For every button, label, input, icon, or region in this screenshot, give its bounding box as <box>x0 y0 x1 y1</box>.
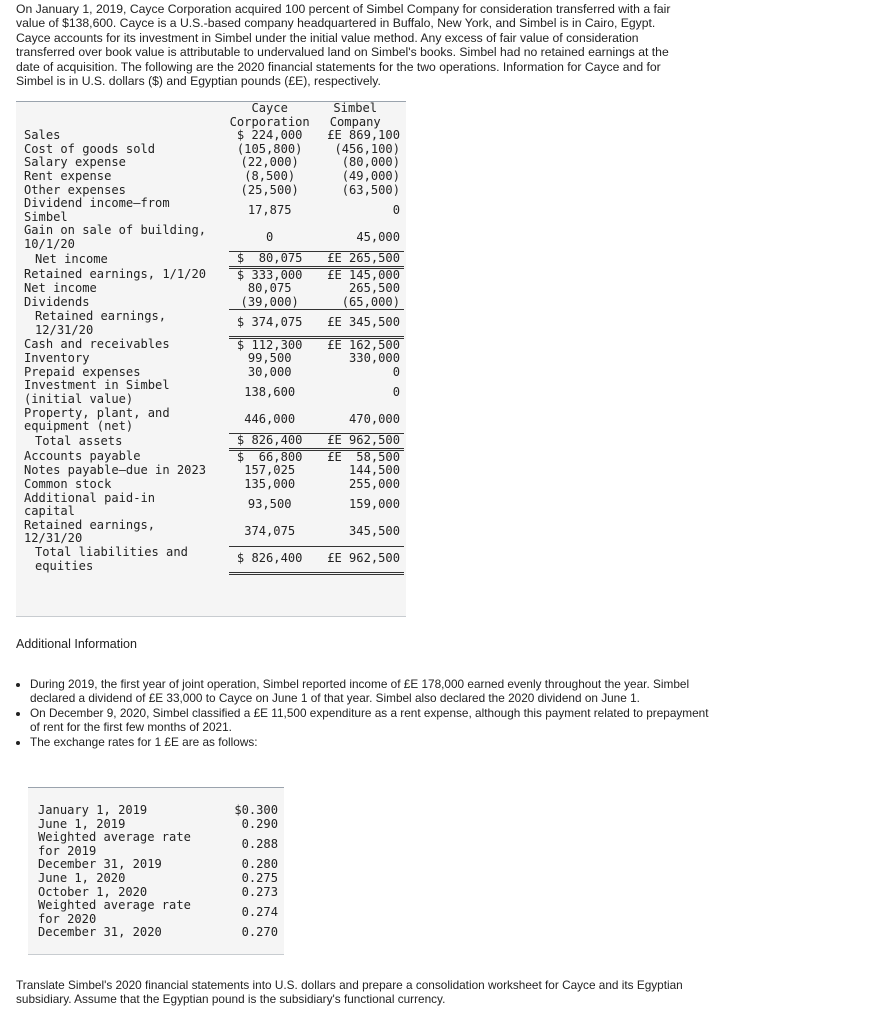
table-row: Sales $ 224,000 £E 869,100 <box>24 128 400 143</box>
table-row: Dividend income—from Simbel 17,875 0 <box>24 196 400 224</box>
additional-information-heading: Additional Information <box>16 637 137 651</box>
table-row: Prepaid expenses 30,000 0 <box>24 364 400 379</box>
table-row: October 1, 2020 0.273 <box>38 884 278 899</box>
table-row: Rent expense (8,500) (49,000) <box>24 168 400 183</box>
table-row: June 1, 2019 0.290 <box>38 816 278 831</box>
table-row: Total liabilities and equities $ 826,400 £E 962,500 <box>24 546 404 573</box>
table-row: Salary expense (22,000) (80,000) <box>24 155 400 170</box>
table-row: Retained earnings, 12/31/20 $ 374,075 £E 345,500 <box>24 310 404 337</box>
problem-intro: On January 1, 2019, Cayce Corporation acquired 100 percent of Simbel Company for consideration transferred with a fair value of $138,600. Cayce is a U.S.-based company headquartered in Buffalo, New York, and Simbel is in Cairo, Egypt. Cayce accounts for its investment in Simbel under the initial value method. Any excess of fair value of consideration transferred over book value is attributable to undervalued land on Simbel's books. Simbel had no retained earnings at the date of acquisition. The following are the 2020 financial statements for the two operations. Information for Cayce and for Simbel is in U.S. dollars ($) and Egyptian pounds (£E), respectively. <box>16 2 671 89</box>
table-row: Additional paid-in capital 93,500 159,000 <box>24 490 400 519</box>
table-row: Dividends (39,000) (65,000) <box>24 294 400 310</box>
table-header <box>24 102 404 129</box>
table-row: Investment in Simbel (initial value) 138,600 0 <box>24 378 400 406</box>
table-row: Notes payable—due in 2023 157,025 144,500 <box>24 463 400 478</box>
table-row: December 31, 2020 0.270 <box>38 925 278 940</box>
table-row: Weighted average rate for 2020 0.274 <box>38 898 278 926</box>
exchange-rates-table <box>28 787 284 955</box>
table-row: Retained earnings, 12/31/20 374,075 345,500 <box>24 517 400 546</box>
table-row: Net income $ 80,075 £E 265,500 <box>24 252 404 268</box>
table-row: Other expenses (25,500) (63,500) <box>24 182 400 197</box>
additional-information-list <box>14 677 710 750</box>
list-item: • The exchange rates for 1 £E are as follows: <box>30 735 710 749</box>
table-row: Inventory 99,500 330,000 <box>24 351 400 366</box>
table-row: Total assets $ 826,400 £E 962,500 <box>24 434 404 450</box>
table-row: Property, plant, and equipment (net) 446,000 470,000 <box>24 405 400 434</box>
table-row: Accounts payable $ 66,800 £E 58,500 <box>24 449 400 464</box>
table-row: January 1, 2019 $0.300 <box>38 803 278 817</box>
list-item: • On December 9, 2020, Simbel classified a £E 11,500 expenditure as a rent expense, although this payment related to prepayment of rent for the first few months of 2021. <box>30 706 710 734</box>
task-instructions: Translate Simbel's 2020 financial statements into U.S. dollars and prepare a consolidation worksheet for Cayce and its Egyptian subsidiary. Assume that the Egyptian pound is the subsidiary's functional currency. <box>16 978 683 1006</box>
table-row: Weighted average rate for 2019 0.288 <box>38 830 278 858</box>
table-row: Cash and receivables $ 112,300 £E 162,500 <box>24 336 400 352</box>
table-row: Cost of goods sold (105,800) (456,100) <box>24 141 400 156</box>
table-row: Net income 80,075 265,500 <box>24 281 400 296</box>
header-simbel: Simbel Company <box>329 101 381 129</box>
table-row: Retained earnings, 1/1/20 $ 333,000 £E 145,000 <box>24 266 400 282</box>
table-row: Gain on sale of building, 10/1/20 0 45,000 <box>24 223 400 251</box>
financial-statements-table <box>16 101 406 617</box>
table-row: June 1, 2020 0.275 <box>38 870 278 885</box>
table-row: Common stock 135,000 255,000 <box>24 477 400 492</box>
list-item: • During 2019, the first year of joint operation, Simbel reported income of £E 178,000 earned evenly throughout the year. Simbel declared a dividend of £E 33,000 to Cayce on June 1 of that year. Simbel also declared the 2020 dividend on June 1. <box>30 677 710 705</box>
table-row: December 31, 2019 0.280 <box>38 857 278 872</box>
header-cayce: Cayce Corporation <box>229 101 310 129</box>
